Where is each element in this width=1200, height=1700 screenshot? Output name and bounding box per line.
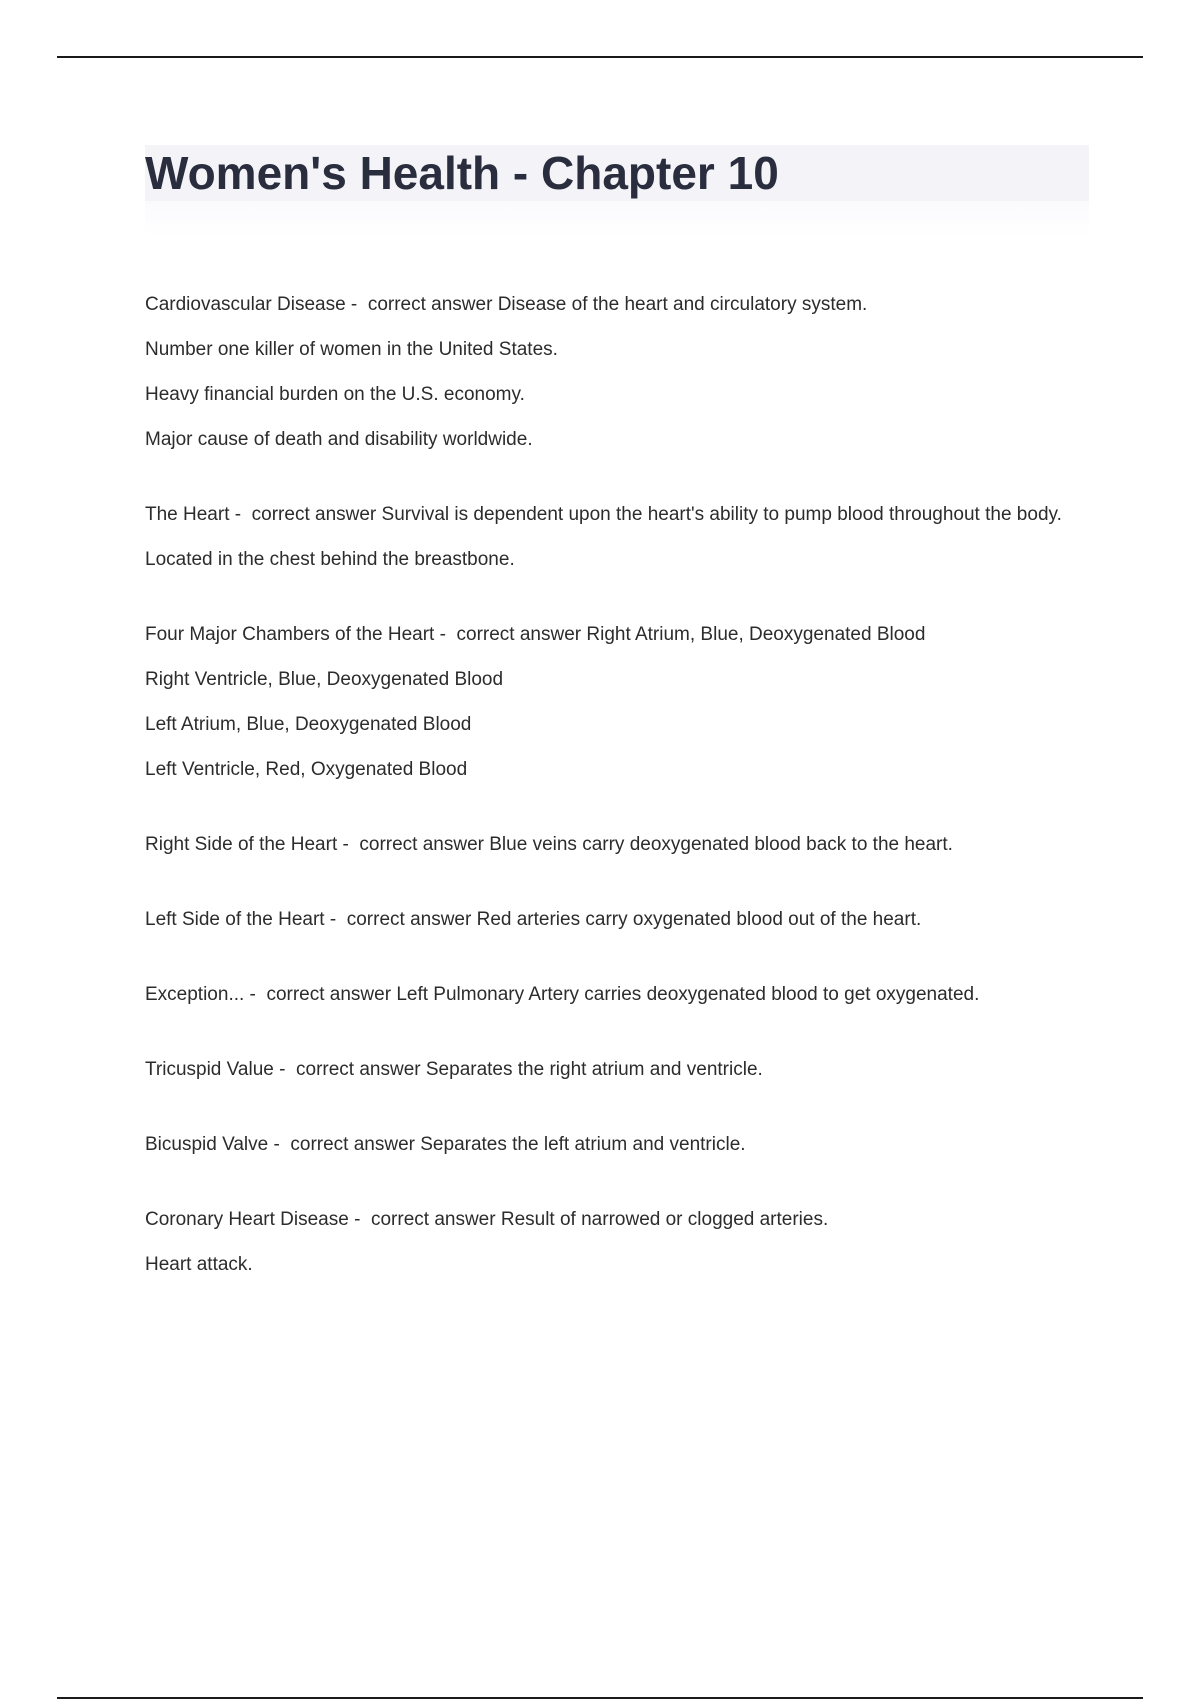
entry-answer: correct answer Left Pulmonary Artery carries deoxygenated blood to get oxygenated. [266,984,980,1005]
entry-term: Tricuspid Value [145,1059,274,1080]
flashcard-entry [145,1055,1089,1084]
entry-first-line [145,1205,1089,1234]
bottom-rule [57,1697,1143,1699]
entry-answer: correct answer Disease of the heart and circulatory system. [367,294,868,315]
entry-first-line [145,500,1089,529]
flashcard-entry [145,620,1089,784]
entry-term: Right Side of the Heart [145,834,338,855]
entry-first-line [145,830,1089,859]
entry-first-line [145,1130,1089,1159]
entry-term: Left Side of the Heart [145,909,325,930]
flashcard-entry [145,830,1089,859]
flashcard-entry [145,905,1089,934]
entry-continuation-line: Number one killer of women in the United States. [145,339,558,360]
entry-first-line [145,290,1089,319]
entry-answer: correct answer Separates the right atrium and ventricle. [296,1059,763,1080]
entry-first-line [145,620,1089,649]
title-band-fade [145,201,1089,237]
entry-separator: - [348,1209,371,1230]
entry-continuation-line: Left Ventricle, Red, Oxygenated Blood [145,759,468,780]
flashcard-list [145,290,1089,1325]
flashcard-entry [145,1130,1089,1159]
entry-term: Four Major Chambers of the Heart [145,624,435,645]
flashcard-entry [145,980,1089,1009]
entry-answer: correct answer Red arteries carry oxygenated blood out of the heart. [346,909,922,930]
entry-term: Exception... [145,984,245,1005]
entry-continuation-line: Heart attack. [145,1254,253,1275]
entry-separator: - [345,294,368,315]
entry-separator: - [434,624,457,645]
page-title: Women's Health - Chapter 10 [145,147,779,199]
entry-continuation-line: Left Atrium, Blue, Deoxygenated Blood [145,714,472,735]
entry-first-line [145,980,1089,1009]
entry-separator: - [273,1059,297,1080]
entry-answer: correct answer Result of narrowed or clogged arteries. [370,1209,829,1230]
flashcard-entry [145,290,1089,454]
entry-separator: - [324,909,347,930]
entry-term: Cardiovascular Disease [145,294,346,315]
entry-separator: - [268,1134,291,1155]
flashcard-entry [145,500,1089,574]
entry-term: The Heart [145,504,230,525]
entry-continuation-line: Heavy financial burden on the U.S. economy. [145,384,525,405]
entry-separator: - [337,834,360,855]
entry-separator: - [244,984,267,1005]
entry-continuation-line: Located in the chest behind the breastbone. [145,549,515,570]
entry-first-line [145,1055,1089,1084]
entry-first-line [145,905,1089,934]
entry-term: Coronary Heart Disease [145,1209,349,1230]
entry-answer: correct answer Survival is dependent upon the heart's ability to pump blood throughout the body. [251,504,1062,525]
flashcard-entry [145,1205,1089,1279]
entry-answer: correct answer Blue veins carry deoxygenated blood back to the heart. [359,834,953,855]
top-rule [57,56,1143,58]
entry-continuation-line: Right Ventricle, Blue, Deoxygenated Blood [145,669,504,690]
entry-separator: - [229,504,252,525]
entry-continuation-line: Major cause of death and disability worldwide. [145,429,533,450]
entry-answer: correct answer Right Atrium, Blue, Deoxygenated Blood [456,624,926,645]
entry-answer: correct answer Separates the left atrium and ventricle. [290,1134,746,1155]
entry-term: Bicuspid Valve [145,1134,269,1155]
